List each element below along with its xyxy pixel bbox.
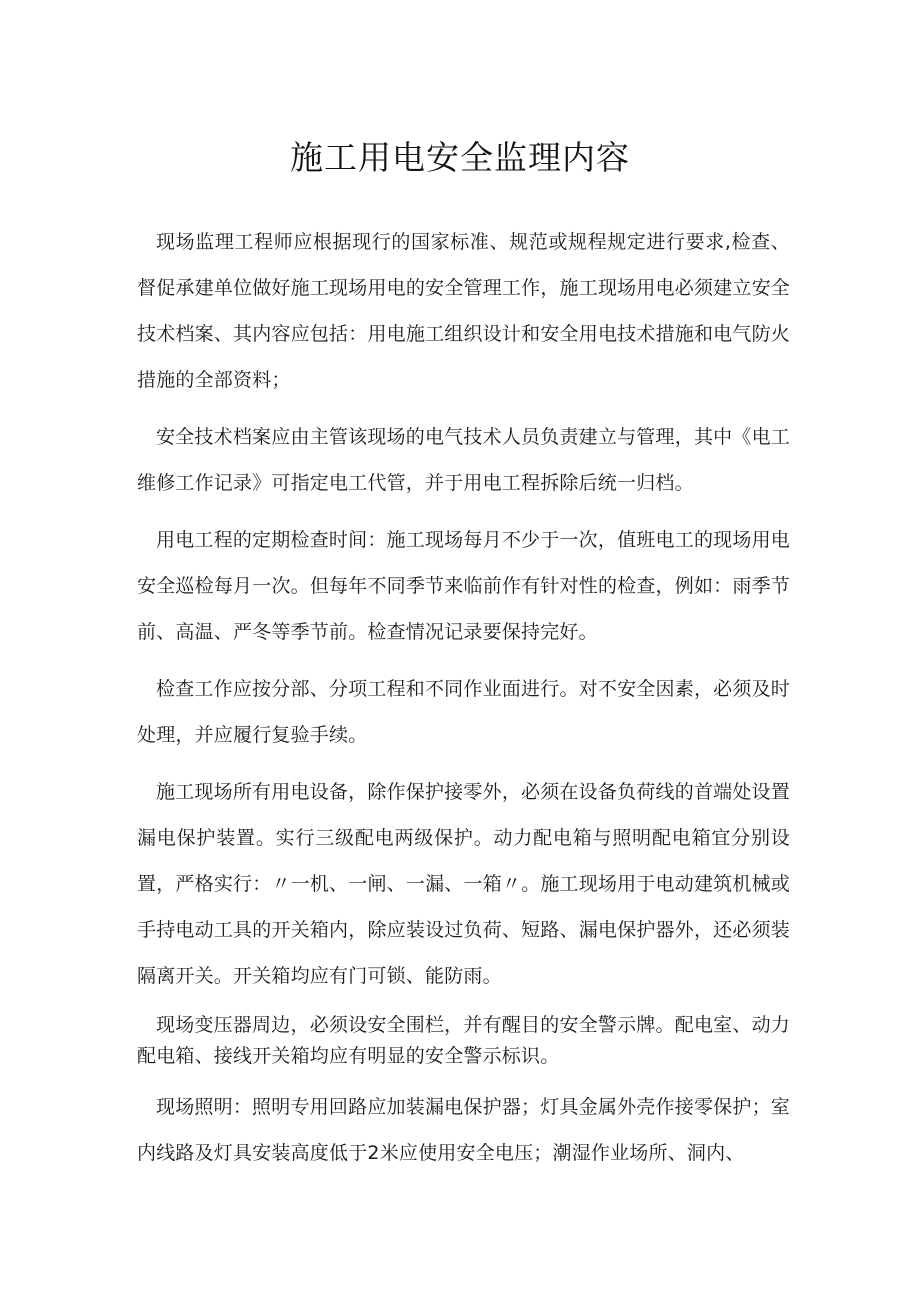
paragraph-technical-archive: 安全技术档案应由主管该现场的电气技术人员负责建立与管理，其中《电工维修工作记录》可指定电工代管，并于用电工程拆除后统一归档。 [137,426,790,494]
paragraph-transformer-safety: 现场变压器周边，必须设安全围栏，并有醒目的安全警示牌。配电室、动力配电箱、接线开关箱均应有明显的安全警示标识。 [137,1014,790,1067]
paragraph-electrical-equipment: 施工现场所有用电设备，除作保护接零外，必须在设备负荷线的首端处设置漏电保护装置。实行三级配电两级保护。动力配电箱与照明配电箱宜分别设置，严格实行：〃一机、一闸、一漏、一箱〃。施工现场用于电动建筑机械或手持电动工具的开关箱内，除应装设过负荷、短路、漏电保护器外，还必须装隔离开关。开关箱均应有门可锁、能防雨。 [137,781,790,987]
document-body [137,219,790,1187]
paragraph-inspection-work: 检查工作应按分部、分项工程和不同作业面进行。对不安全因素，必须及时处理，并应履行复验手续。 [137,678,790,746]
paragraph-periodic-inspection: 用电工程的定期检查时间：施工现场每月不少于一次，值班电工的现场用电安全巡检每月一次。但每年不同季节来临前作有针对性的检查，例如：雨季节前、高温、严冬等季节前。检查情况记录要保持完好。 [137,529,790,643]
document-title: 施工用电安全监理内容 [290,138,630,177]
paragraph-site-supervision: 现场监理工程师应根据现行的国家标准、规范或规程规定进行要求,检查、督促承建单位做好施工现场用电的安全管理工作，施工现场用电必须建立安全技术档案、其内容应包括：用电施工组织设计和安全用电技术措施和电气防火措施的全部资料； [137,231,790,391]
paragraph-site-lighting: 现场照明：照明专用回路应加装漏电保护器；灯具金属外壳作接零保护；室内线路及灯具安装高度低于2米应使用安全电压；潮湿作业场所、洞内、 [137,1096,790,1164]
